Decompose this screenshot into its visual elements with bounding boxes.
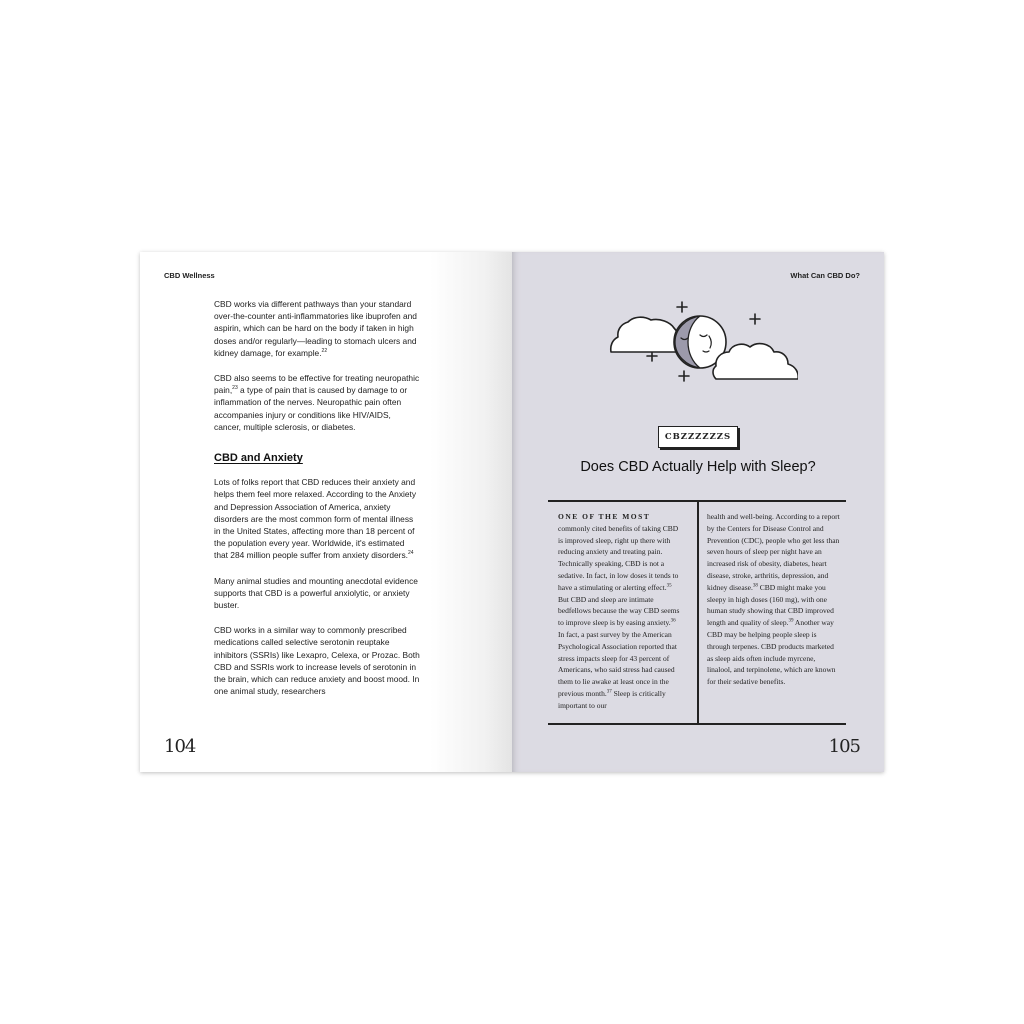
- footnote-marker: 23: [232, 385, 238, 392]
- left-page: [140, 252, 512, 772]
- left-page-body: [214, 298, 420, 710]
- lead-in: ONE OF THE MOST: [558, 512, 651, 521]
- bottom-rule: [548, 723, 846, 725]
- paragraph: Many animal studies and mounting anecdotal evidence supports that CBD is a powerful anxiolytic, or anxiety buster.: [214, 575, 418, 611]
- footnote-marker: 24: [407, 550, 414, 557]
- right-page: [512, 252, 884, 772]
- footnote-marker: 37: [606, 689, 612, 695]
- footnote-marker: 22: [321, 348, 328, 355]
- page-title: Does CBD Actually Help with Sleep?: [580, 459, 816, 475]
- running-head-right: What Can CBD Do?: [790, 271, 860, 280]
- footnote-marker: 38: [752, 583, 758, 589]
- section-tag: CBZZZZZZS: [658, 426, 738, 448]
- paragraph: Lots of folks report that CBD reduces their anxiety and helps them feel more relaxed. According to the Anxiety and Depression Association of America, anxiety disorders are the most common form of mental illness in the United States, affecting more than 18 percent of the population every year. Worldwide, it's estimated that 284 million people suffer from anxiety disorders.$^{24}$: [214, 477, 417, 561]
- section-heading: CBD and Anxiety: [214, 452, 303, 465]
- text-column-1: ONE OF THE MOST commonly cited benefits of taking CBD is improved sleep, right up there with reducing anxiety and treating pain. Technically speaking, CBD is not a sedative. In fact, in low doses it tends to have a stimulating or alerting effect.$^{35}$ But CBD and sleep are intimate bedfellows because the way CBD seems to improve sleep is by easing anxiety.$^{36}$ In fact, a past survey by the American Psychological Association reported that stress impacts sleep for 43 percent of Americans, who said stress had caused them to lie awake at least once in the previous month.$^{37}$ Sleep is critically important to our: [558, 512, 680, 710]
- column-divider: [697, 501, 699, 725]
- book-spread: [140, 252, 884, 772]
- paragraph: CBD works in a similar way to commonly prescribed medications called selective serotonin reuptake inhibitors (SSRIs) like Lexapro, Celexa, or Prozac. Both CBD and SSRIs work to increase levels of serotonin in the brain, which can reduce anxiety and boost mood. In one animal study, researchers: [214, 625, 420, 697]
- page-number-right: 105: [828, 736, 860, 757]
- footnote-marker: 35: [666, 583, 672, 589]
- footnote-marker: 39: [788, 618, 794, 624]
- sleeping-moon-clouds-icon: [608, 296, 798, 386]
- paragraph: CBD works via different pathways than your standard over-the-counter anti-inflammatories like ibuprofen and aspirin, which can be hard on the body if taken in high doses and/or regularly—leading to stomach ulcers and kidney damage, for example.$^{22}$: [214, 299, 417, 358]
- running-head-left: CBD Wellness: [164, 271, 215, 280]
- page-number-left: 104: [164, 736, 196, 757]
- text-column-2: health and well-being. According to a report by the Centers for Disease Control and Prevention (CDC), people who get less than seven hours of sleep per night have an increased risk of obesity, diabetes, heart disease, stroke, arthritis, depression, and kidney disease.$^{38}$ CBD might make you sleepy in high doses (160 mg), with one human study showing that CBD improved length and quality of sleep.$^{39}$ Another way CBD may be helping people sleep is through terpenes. CBD products marketed as sleep aids often include myrcene, linalool, and terpinolene, which are known for their sedative benefits.: [707, 512, 840, 687]
- footnote-marker: 36: [670, 618, 676, 624]
- paragraph: CBD also seems to be effective for treating neuropathic pain,$^{23}$ a type of pain that is caused by damage to or inflammation of the nerves. Neuropathic pain often accompanies injury or conditions like HIV/AIDS, cancer, multiple sclerosis, or diabetes.: [214, 373, 420, 432]
